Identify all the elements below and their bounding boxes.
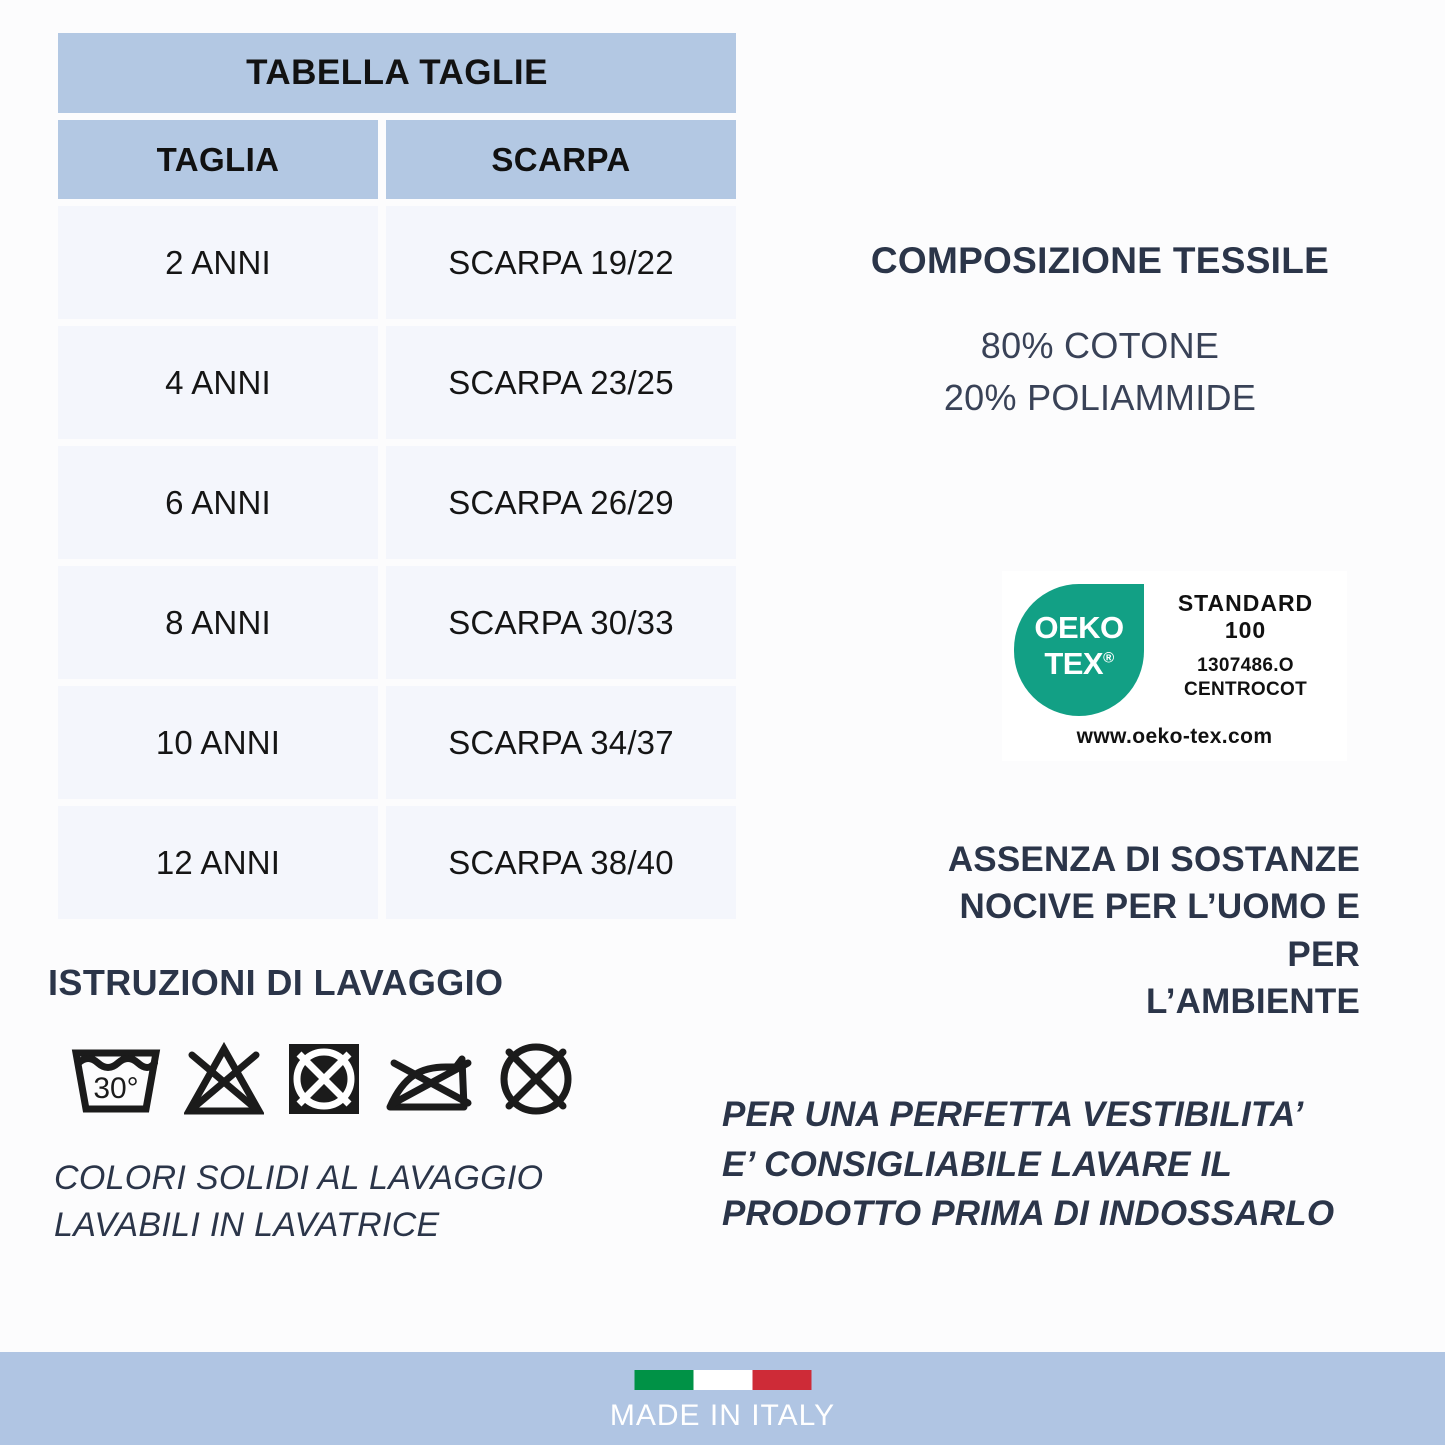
harmful-substances-line-3: L’AMBIENTE bbox=[1146, 981, 1360, 1021]
oeko-tex-label bbox=[1002, 571, 1347, 761]
harmful-substances-statement bbox=[880, 836, 1360, 1025]
composition-polyamide: 20% POLIAMMIDE bbox=[943, 377, 1257, 419]
oeko-tex-certificate bbox=[1144, 654, 1347, 702]
cell-taglia: 4 ANNI bbox=[58, 326, 378, 439]
size-table bbox=[58, 33, 736, 919]
table-row bbox=[58, 686, 736, 799]
composition-cotton: 80% COTONE bbox=[980, 325, 1220, 366]
harmful-substances-line-2: NOCIVE PER L’UOMO E PER bbox=[959, 887, 1360, 974]
cell-scarpa: SCARPA 23/25 bbox=[386, 326, 736, 439]
pre-wash-advice bbox=[722, 1090, 1372, 1239]
wash-30-icon bbox=[70, 1041, 162, 1117]
table-row bbox=[58, 566, 736, 679]
oeko-tex-standard bbox=[1144, 590, 1347, 644]
wash-instructions-heading: ISTRUZIONI DI LAVAGGIO bbox=[48, 962, 504, 1003]
oeko-tex-logo-line-1: OEKO bbox=[1034, 610, 1124, 645]
flag-stripe-white bbox=[693, 1370, 752, 1390]
cell-scarpa: SCARPA 30/33 bbox=[386, 566, 736, 679]
oeko-tex-logo-tex: TEX bbox=[1044, 646, 1104, 681]
cell-scarpa: SCARPA 38/40 bbox=[386, 806, 736, 919]
cell-scarpa: SCARPA 34/37 bbox=[386, 686, 736, 799]
oeko-tex-website: www.oeko-tex.com bbox=[1076, 725, 1273, 748]
made-in-italy-label: MADE IN ITALY bbox=[609, 1399, 836, 1432]
oeko-tex-logo-line-2 bbox=[1014, 646, 1144, 682]
column-header-scarpa: SCARPA bbox=[386, 120, 736, 199]
composition-values bbox=[800, 320, 1400, 424]
pre-wash-advice-line-2: E’ CONSIGLIABILE LAVARE IL bbox=[722, 1144, 1233, 1184]
table-row bbox=[58, 806, 736, 919]
no-iron-icon bbox=[384, 1041, 476, 1117]
cell-scarpa: SCARPA 26/29 bbox=[386, 446, 736, 559]
cell-taglia: 12 ANNI bbox=[58, 806, 378, 919]
registered-trademark-icon: ® bbox=[1103, 649, 1114, 667]
wash-symbols-row bbox=[70, 1041, 688, 1117]
footer-bar bbox=[0, 1352, 1445, 1445]
cell-taglia: 6 ANNI bbox=[58, 446, 378, 559]
column-header-taglia: TAGLIA bbox=[58, 120, 378, 199]
cell-taglia: 10 ANNI bbox=[58, 686, 378, 799]
harmful-substances-line-1: ASSENZA DI SOSTANZE bbox=[947, 840, 1360, 879]
table-row bbox=[58, 326, 736, 439]
wash-instructions-block bbox=[48, 962, 688, 1249]
composition-block bbox=[800, 240, 1400, 424]
oeko-tex-institute: CENTROCOT bbox=[1183, 679, 1308, 700]
no-bleach-icon bbox=[184, 1041, 264, 1117]
table-row bbox=[58, 206, 736, 319]
flag-stripe-green bbox=[634, 1370, 693, 1390]
table-row bbox=[58, 446, 736, 559]
cell-taglia: 2 ANNI bbox=[58, 206, 378, 319]
oeko-tex-droplet-icon bbox=[1014, 584, 1144, 716]
svg-text:30°: 30° bbox=[93, 1072, 139, 1105]
no-tumble-dry-icon bbox=[286, 1041, 362, 1117]
wash-note-line-1: COLORI SOLIDI AL LAVAGGIO bbox=[54, 1159, 544, 1197]
oeko-tex-certificate-number: 1307486.O bbox=[1197, 655, 1294, 677]
flag-stripe-red bbox=[752, 1370, 811, 1390]
italian-flag-icon bbox=[634, 1370, 811, 1390]
cell-taglia: 8 ANNI bbox=[58, 566, 378, 679]
no-dry-clean-icon bbox=[498, 1041, 574, 1117]
wash-note bbox=[54, 1155, 688, 1249]
size-table-title: TABELLA TAGLIE bbox=[58, 33, 736, 113]
oeko-tex-standard-word: STANDARD bbox=[1177, 590, 1314, 616]
oeko-tex-top-row bbox=[1002, 571, 1347, 716]
oeko-tex-text-group bbox=[1144, 584, 1347, 702]
pre-wash-advice-line-3: PRODOTTO PRIMA DI INDOSSARLO bbox=[722, 1194, 1335, 1234]
oeko-tex-standard-number: 100 bbox=[1224, 617, 1267, 644]
wash-note-line-2: LAVABILI IN LAVATRICE bbox=[54, 1205, 440, 1244]
cell-scarpa: SCARPA 19/22 bbox=[386, 206, 736, 319]
size-table-header-row bbox=[58, 120, 736, 199]
composition-title: COMPOSIZIONE TESSILE bbox=[870, 240, 1330, 281]
pre-wash-advice-line-1: PER UNA PERFETTA VESTIBILITA’ bbox=[722, 1095, 1304, 1134]
